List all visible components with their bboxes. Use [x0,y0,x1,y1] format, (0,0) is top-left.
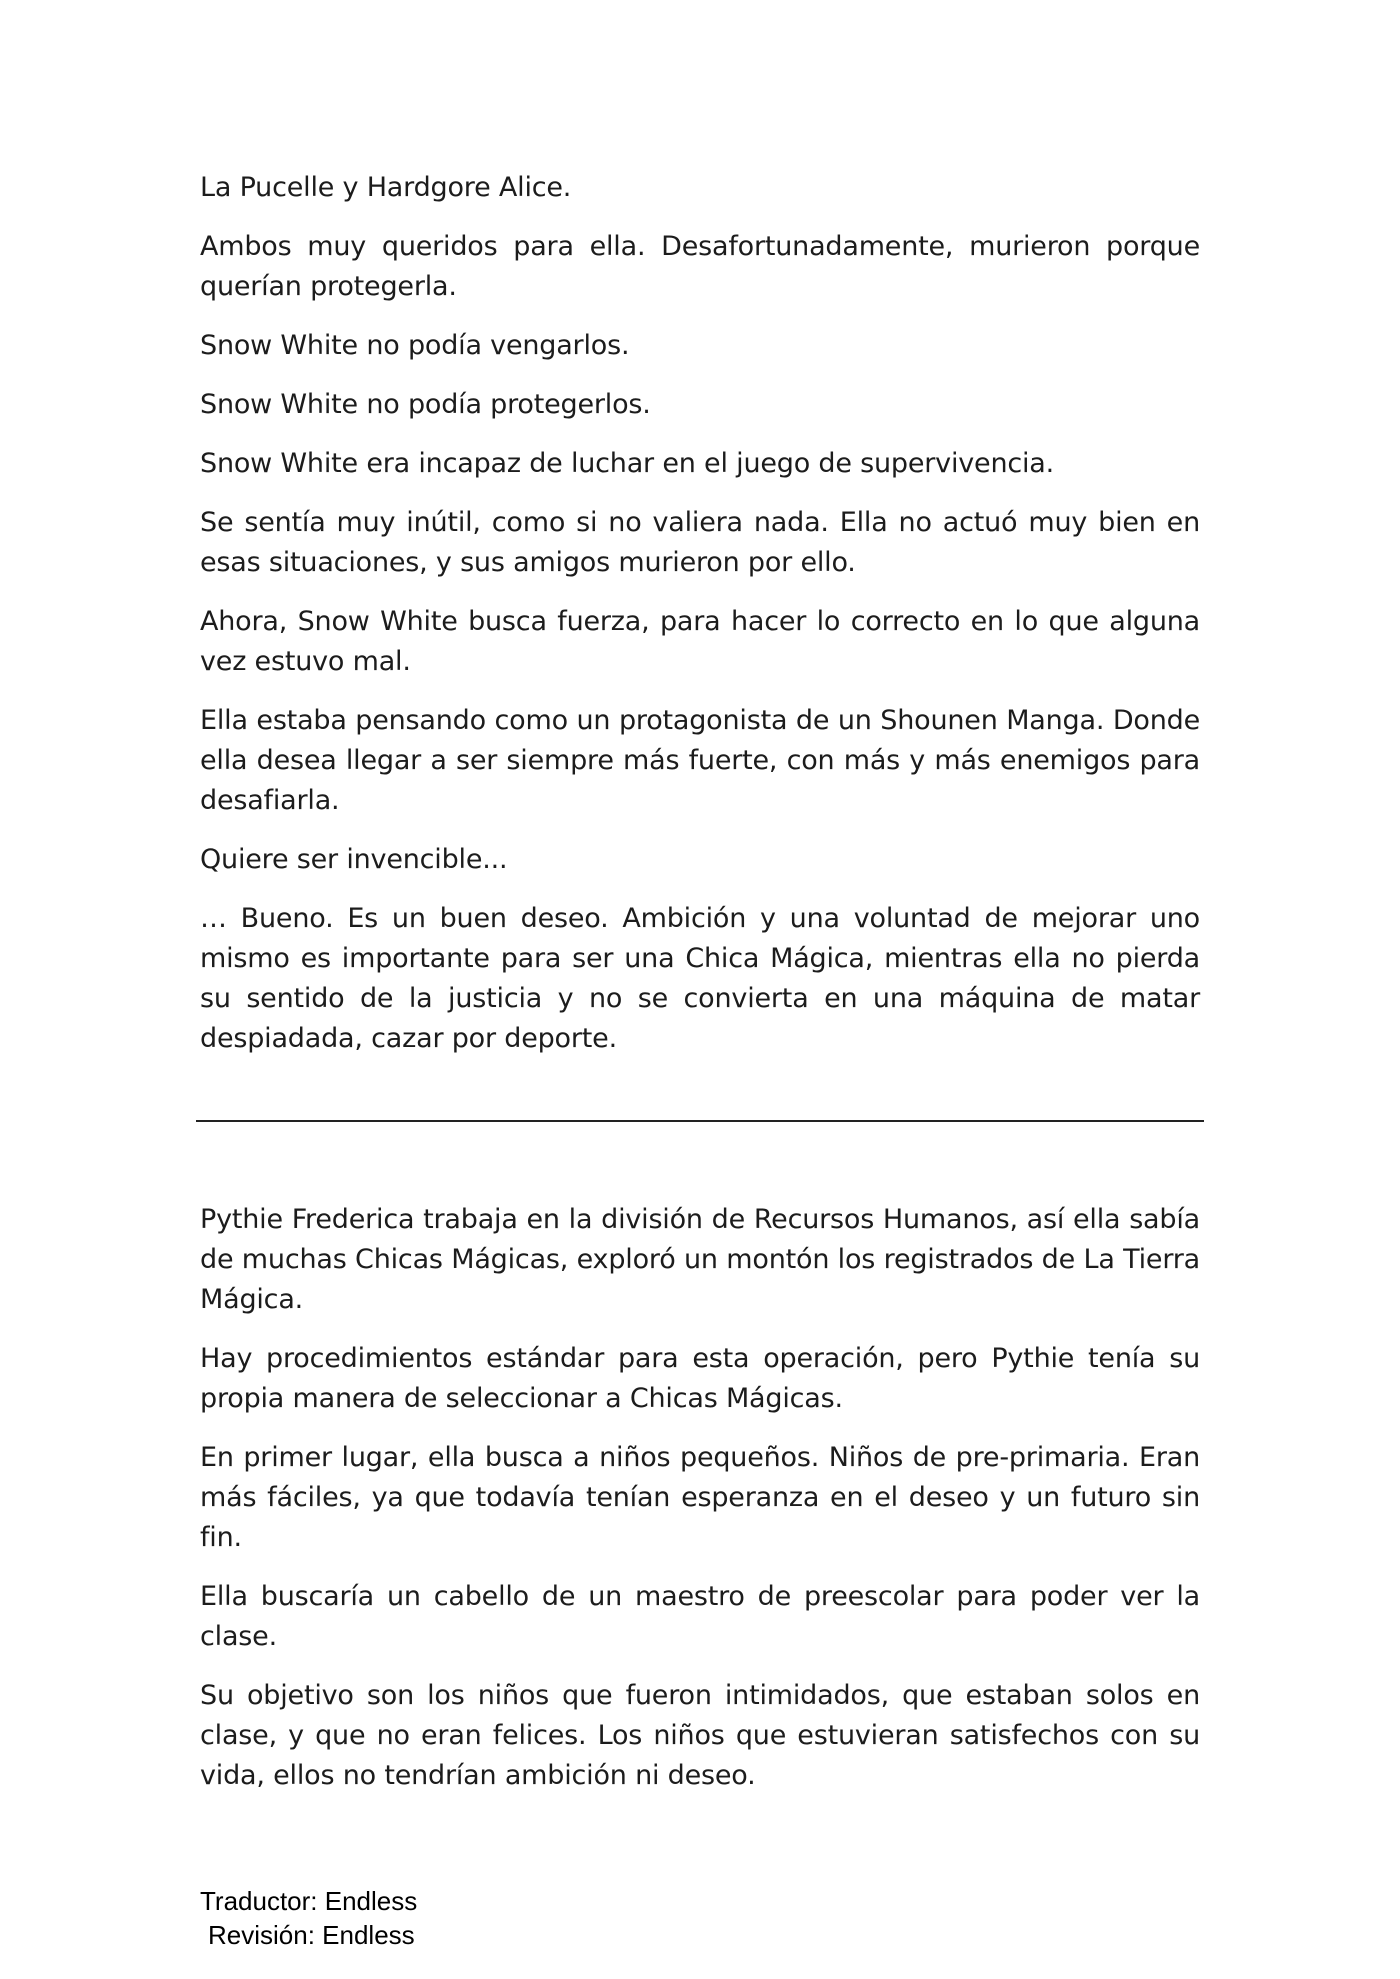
paragraph: Ella buscaría un cabello de un maestro de preescolar para poder ver la clase. [200,1581,1200,1652]
paragraph: Ahora, Snow White busca fuerza, para hacer lo correcto en lo que alguna vez estuvo mal. [200,606,1200,677]
paragraph: Ambos muy queridos para ella. Desafortunadamente, murieron porque querían protegerla. [200,231,1200,302]
paragraph: Quiere ser invencible... [200,844,508,875]
paragraph: Hay procedimientos estándar para esta operación, pero Pythie tenía su propia manera de seleccionar a Chicas Mágicas. [200,1343,1200,1414]
translator-credit: Traductor: Endless [200,1886,418,1916]
credits-block [200,1884,417,1952]
text-section-1 [200,168,1200,1078]
paragraph: Snow White no podía vengarlos. [200,330,630,361]
text-section-2 [200,1200,1200,1815]
paragraph: Se sentía muy inútil, como si no valiera nada. Ella no actuó muy bien en esas situaciones, y sus amigos murieron por ello. [200,507,1200,578]
paragraph: Snow White era incapaz de luchar en el juego de supervivencia. [200,448,1055,479]
paragraph: Snow White no podía protegerlos. [200,389,651,420]
paragraph: … Bueno. Es un buen deseo. Ambición y una voluntad de mejorar uno mismo es importante para ser una Chica Mágica, mientras ella no pierda su sentido de la justicia y no se convierta en una máquina de matar despiadada, cazar por deporte. [200,903,1200,1054]
paragraph: En primer lugar, ella busca a niños pequeños. Niños de pre-primaria. Eran más fáciles, ya que todavía tenían esperanza en el deseo y un futuro sin fin. [200,1442,1200,1553]
paragraph: Su objetivo son los niños que fueron intimidados, que estaban solos en clase, y que no eran felices. Los niños que estuvieran satisfechos con su vida, ellos no tendrían ambición ni deseo. [200,1680,1200,1791]
paragraph: La Pucelle y Hardgore Alice. [200,172,572,203]
paragraph: Ella estaba pensando como un protagonista de un Shounen Manga. Donde ella desea llegar a ser siempre más fuerte, con más y más enemigos para desafiarla. [200,705,1200,816]
section-divider [196,1120,1204,1122]
paragraph: Pythie Frederica trabaja en la división de Recursos Humanos, así ella sabía de muchas Chicas Mágicas, exploró un montón los registrados de La Tierra Mágica. [200,1204,1200,1315]
revision-credit: Revisión: Endless [208,1920,415,1950]
